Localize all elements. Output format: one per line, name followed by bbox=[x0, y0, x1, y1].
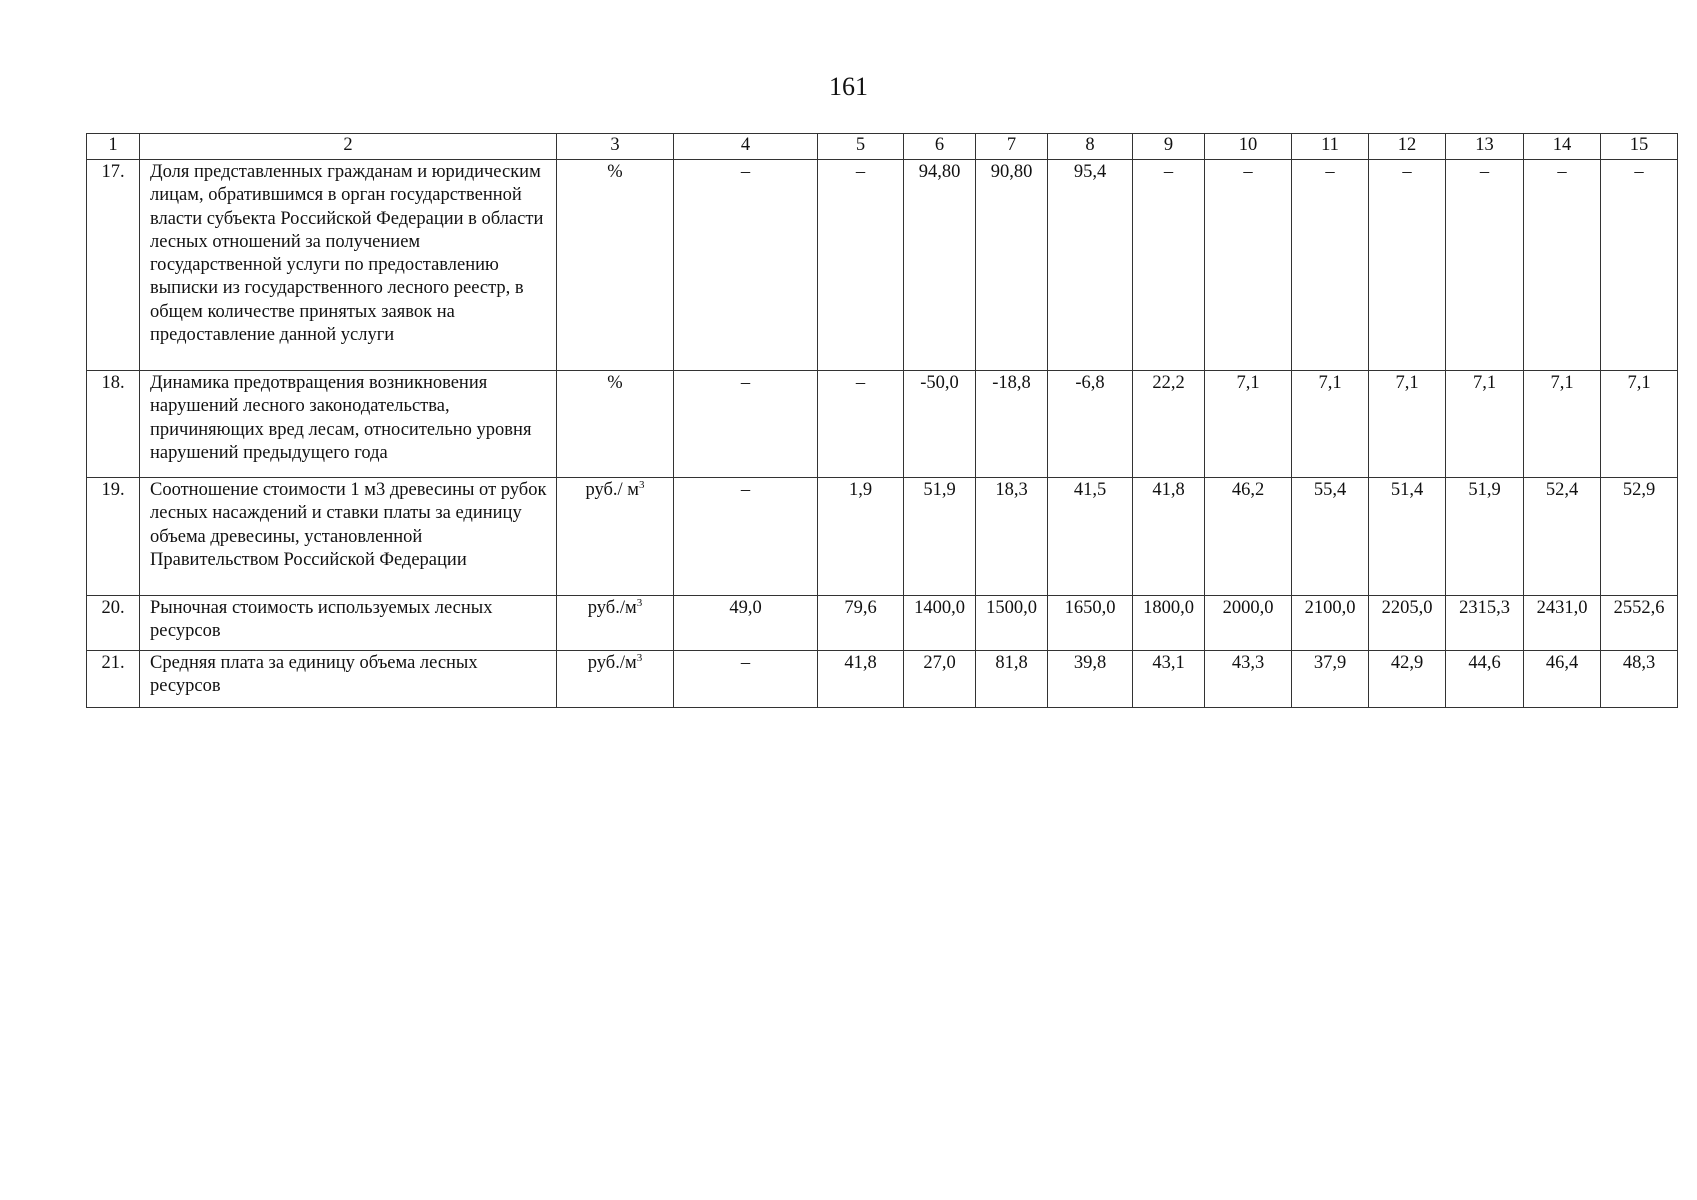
row-number: 17. bbox=[87, 160, 140, 371]
value-cell: – bbox=[1524, 160, 1601, 371]
row-number: 18. bbox=[87, 371, 140, 478]
table-header-row bbox=[87, 134, 1678, 160]
value-cell: 1800,0 bbox=[1133, 596, 1205, 651]
value-cell: 27,0 bbox=[904, 651, 976, 708]
indicator-name: Доля представленных гражданам и юридическим лицам, обратившимся в орган государственной власти субъекта Российской Федерации в области лесных отношений за получением государственной услуги по предоставлению выписки из государственного лесного реестр, в общем количестве принятых заявок на предоставление данной услуги bbox=[140, 160, 557, 371]
row-number: 19. bbox=[87, 478, 140, 596]
value-cell: 41,8 bbox=[1133, 478, 1205, 596]
value-cell: 51,9 bbox=[904, 478, 976, 596]
value-cell: 44,6 bbox=[1446, 651, 1524, 708]
value-cell: 43,1 bbox=[1133, 651, 1205, 708]
header-cell: 7 bbox=[976, 134, 1048, 160]
value-cell: 1,9 bbox=[818, 478, 904, 596]
value-cell: 94,80 bbox=[904, 160, 976, 371]
value-cell: 48,3 bbox=[1601, 651, 1678, 708]
header-cell: 12 bbox=[1369, 134, 1446, 160]
page-number: 161 bbox=[829, 72, 868, 101]
header-cell: 6 bbox=[904, 134, 976, 160]
indicators-table bbox=[86, 133, 1678, 708]
value-cell: – bbox=[1446, 160, 1524, 371]
value-cell: -50,0 bbox=[904, 371, 976, 478]
value-cell: 46,2 bbox=[1205, 478, 1292, 596]
value-cell: – bbox=[1292, 160, 1369, 371]
value-cell: 41,5 bbox=[1048, 478, 1133, 596]
value-cell: 2205,0 bbox=[1369, 596, 1446, 651]
value-cell: 81,8 bbox=[976, 651, 1048, 708]
value-cell: – bbox=[1369, 160, 1446, 371]
table-row bbox=[87, 651, 1678, 708]
value-cell: 90,80 bbox=[976, 160, 1048, 371]
value-cell: – bbox=[818, 160, 904, 371]
value-cell: 7,1 bbox=[1369, 371, 1446, 478]
table-row bbox=[87, 160, 1678, 371]
header-cell: 8 bbox=[1048, 134, 1133, 160]
unit-text: % bbox=[607, 162, 623, 182]
value-cell: 46,4 bbox=[1524, 651, 1601, 708]
value-cell: 51,4 bbox=[1369, 478, 1446, 596]
value-cell: 39,8 bbox=[1048, 651, 1133, 708]
unit-text: руб./м bbox=[587, 598, 637, 618]
header-cell: 13 bbox=[1446, 134, 1524, 160]
unit-cell bbox=[557, 651, 674, 708]
value-cell: 7,1 bbox=[1524, 371, 1601, 478]
unit-cell bbox=[557, 371, 674, 478]
unit-cell bbox=[557, 478, 674, 596]
unit-superscript: 3 bbox=[636, 597, 643, 609]
header-cell: 1 bbox=[87, 134, 140, 160]
value-cell: 7,1 bbox=[1446, 371, 1524, 478]
indicator-name: Рыночная стоимость используемых лесных ресурсов bbox=[140, 596, 557, 651]
row-number: 21. bbox=[87, 651, 140, 708]
value-cell: 2100,0 bbox=[1292, 596, 1369, 651]
unit-text: % bbox=[607, 373, 623, 393]
value-cell: – bbox=[1601, 160, 1678, 371]
unit-superscript: 3 bbox=[639, 479, 645, 491]
value-cell: – bbox=[674, 478, 818, 596]
row-number: 20. bbox=[87, 596, 140, 651]
value-cell: – bbox=[674, 651, 818, 708]
value-cell: 22,2 bbox=[1133, 371, 1205, 478]
value-cell: 18,3 bbox=[976, 478, 1048, 596]
value-cell: 55,4 bbox=[1292, 478, 1369, 596]
header-cell: 9 bbox=[1133, 134, 1205, 160]
value-cell: – bbox=[818, 371, 904, 478]
value-cell: 42,9 bbox=[1369, 651, 1446, 708]
value-cell: 52,9 bbox=[1601, 478, 1678, 596]
unit-cell bbox=[557, 596, 674, 651]
value-cell: – bbox=[674, 160, 818, 371]
header-cell: 2 bbox=[140, 134, 557, 160]
value-cell: 7,1 bbox=[1601, 371, 1678, 478]
value-cell: 79,6 bbox=[818, 596, 904, 651]
header-cell: 10 bbox=[1205, 134, 1292, 160]
table-row bbox=[87, 371, 1678, 478]
value-cell: 1400,0 bbox=[904, 596, 976, 651]
indicator-name: Динамика предотвращения возникновения нарушений лесного законодательства, причиняющих вред лесам, относительно уровня нарушений предыдущего года bbox=[140, 371, 557, 478]
table-row bbox=[87, 478, 1678, 596]
value-cell: – bbox=[1133, 160, 1205, 371]
value-cell: 2315,3 bbox=[1446, 596, 1524, 651]
value-cell: 51,9 bbox=[1446, 478, 1524, 596]
unit-text: руб./м bbox=[587, 653, 637, 673]
value-cell: 37,9 bbox=[1292, 651, 1369, 708]
header-cell: 14 bbox=[1524, 134, 1601, 160]
indicator-name: Средняя плата за единицу объема лесных ресурсов bbox=[140, 651, 557, 708]
value-cell: 2431,0 bbox=[1524, 596, 1601, 651]
table-row bbox=[87, 596, 1678, 651]
header-cell: 5 bbox=[818, 134, 904, 160]
value-cell: 95,4 bbox=[1048, 160, 1133, 371]
value-cell: 2000,0 bbox=[1205, 596, 1292, 651]
header-cell: 11 bbox=[1292, 134, 1369, 160]
value-cell: 7,1 bbox=[1292, 371, 1369, 478]
value-cell: 43,3 bbox=[1205, 651, 1292, 708]
value-cell: 1650,0 bbox=[1048, 596, 1133, 651]
value-cell: 1500,0 bbox=[976, 596, 1048, 651]
header-cell: 4 bbox=[674, 134, 818, 160]
value-cell: 52,4 bbox=[1524, 478, 1601, 596]
value-cell: 7,1 bbox=[1205, 371, 1292, 478]
unit-cell bbox=[557, 160, 674, 371]
value-cell: 2552,6 bbox=[1601, 596, 1678, 651]
value-cell: -18,8 bbox=[976, 371, 1048, 478]
indicator-name: Соотношение стоимости 1 м3 древесины от рубок лесных насаждений и ставки платы за единицу объема древесины, установленной Правительством Российской Федерации bbox=[140, 478, 557, 596]
unit-text: руб./ м bbox=[585, 480, 640, 500]
value-cell: 41,8 bbox=[818, 651, 904, 708]
value-cell: -6,8 bbox=[1048, 371, 1133, 478]
unit-superscript: 3 bbox=[636, 652, 643, 664]
value-cell: – bbox=[1205, 160, 1292, 371]
header-cell: 15 bbox=[1601, 134, 1678, 160]
header-cell: 3 bbox=[557, 134, 674, 160]
value-cell: 49,0 bbox=[674, 596, 818, 651]
value-cell: – bbox=[674, 371, 818, 478]
